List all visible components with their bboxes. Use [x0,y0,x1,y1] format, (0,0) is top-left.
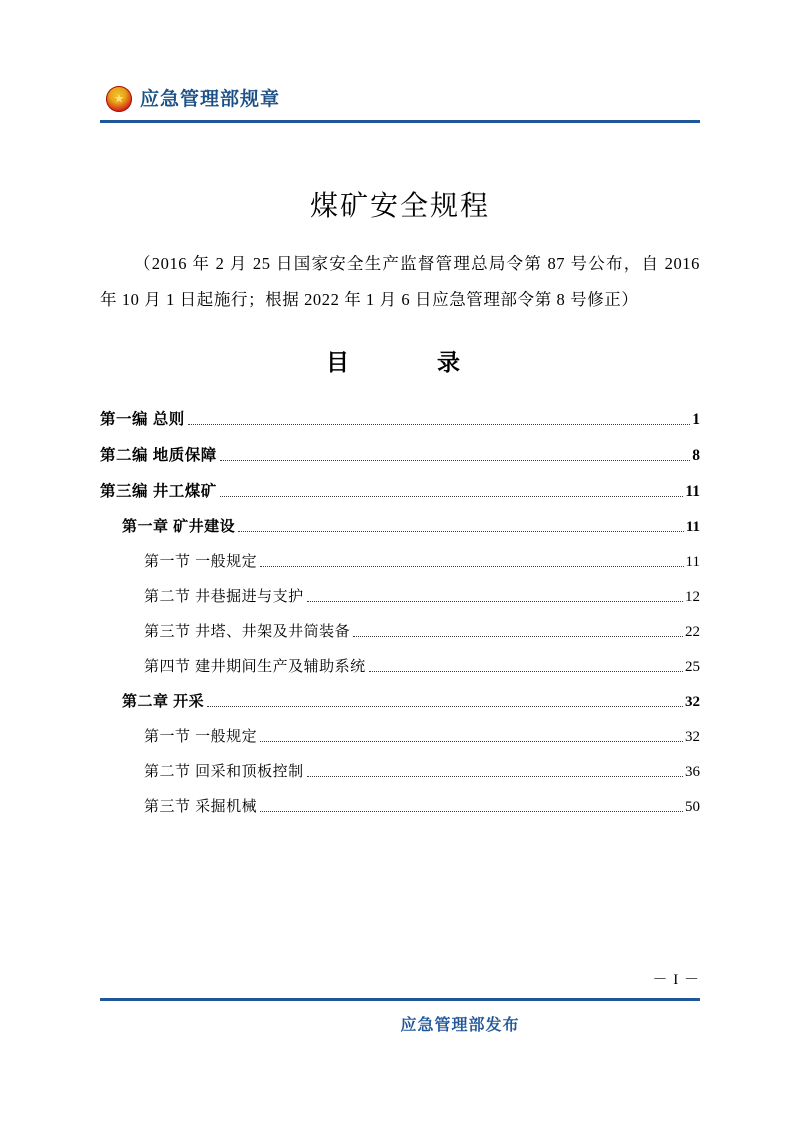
toc-entry-label: 第一编 总则 [100,411,185,428]
toc-leader [307,600,683,602]
toc-entry-page: 11 [685,554,700,570]
document-header [100,60,700,122]
toc-entry-label: 第一章 矿井建设 [122,518,236,535]
toc-entry-page: 32 [685,694,700,710]
contents-heading: 目 录 [326,350,474,375]
toc-leader [353,635,683,637]
toc-entry-page: 36 [685,764,700,780]
toc-entry-label: 第二节 回采和顶板控制 [144,763,304,780]
toc-entry[interactable] [100,690,700,711]
toc-entry-page: 22 [685,624,700,640]
header-divider [100,120,700,123]
toc-entry[interactable] [100,443,700,465]
toc-entry[interactable] [100,407,700,429]
toc-entry[interactable] [100,479,700,501]
toc-entry-page: 8 [692,447,700,464]
toc-leader [260,565,683,567]
toc-entry-label: 第三节 采掘机械 [144,798,258,815]
page-title: 煤矿安全规程 [309,191,490,222]
toc-entry-page: 12 [685,589,700,605]
toc-entry-page: 11 [685,519,700,535]
toc-leader [220,459,690,461]
toc-entry[interactable] [100,515,700,536]
page-folio: － I － [652,972,700,988]
toc-entry[interactable] [100,550,700,571]
header-title: 应急管理部规章 [140,89,281,110]
toc-entry-label: 第一节 一般规定 [144,728,258,745]
toc-entry[interactable] [100,725,700,746]
national-emblem-icon [106,86,132,112]
toc-entry[interactable] [100,620,700,641]
table-of-contents [100,407,700,816]
toc-entry-page: 50 [685,799,700,815]
toc-entry-page: 1 [692,411,700,428]
page-sheet [100,60,700,1060]
toc-leader [207,705,683,707]
toc-leader [260,740,683,742]
toc-leader [188,423,690,425]
toc-leader [260,810,683,812]
toc-entry[interactable] [100,655,700,676]
toc-entry[interactable] [100,795,700,816]
toc-entry-label: 第二编 地质保障 [100,447,217,464]
toc-entry-page: 11 [685,483,700,500]
toc-entry-label: 第四节 建井期间生产及辅助系统 [144,658,366,675]
toc-entry-page: 25 [685,659,700,675]
toc-entry-label: 第三编 井工煤矿 [100,483,217,500]
promulgation-note: （2016 年 2 月 25 日国家安全生产监督管理总局令第 87 号公布，自 2016 年 10 月 1 日起施行；根据 2022 年 1 月 6 日应急管理部令第 8 号修正） [100,254,700,309]
toc-entry-label: 第二节 井巷掘进与支护 [144,588,304,605]
toc-leader [369,670,683,672]
publisher-note: 应急管理部发布 [400,1017,520,1034]
toc-entry-page: 32 [685,729,700,745]
toc-entry[interactable] [100,760,700,781]
toc-leader [307,775,683,777]
toc-entry-label: 第二章 开采 [122,693,205,710]
toc-leader [238,530,684,532]
toc-entry-label: 第一节 一般规定 [144,553,258,570]
toc-entry-label: 第三节 井塔、井架及井筒装备 [144,623,351,640]
toc-entry[interactable] [100,585,700,606]
footer-divider [100,998,700,1001]
toc-leader [220,495,684,497]
